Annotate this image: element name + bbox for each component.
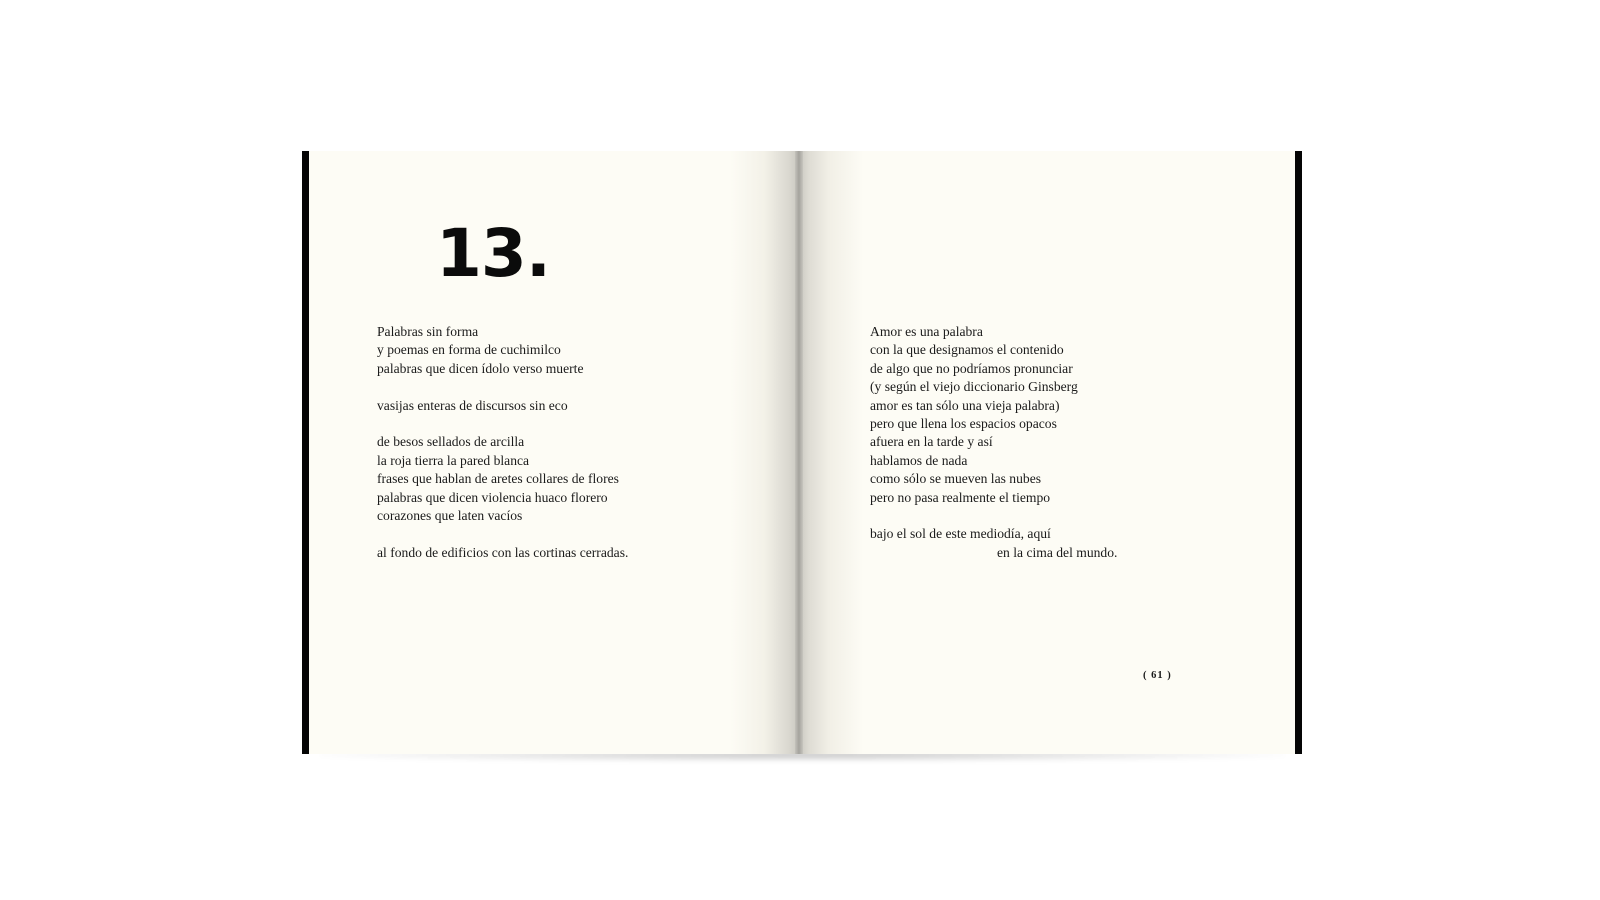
left-poem <box>377 323 787 562</box>
poem-line: palabras que dicen violencia huaco florero <box>377 489 608 505</box>
poem-line: de algo que no podríamos pronunciar <box>870 360 1073 376</box>
poem-line: de besos sellados de arcilla <box>377 434 525 450</box>
poem-line: al fondo de edificios con las cortinas cerradas. <box>377 544 629 560</box>
poem-stanza <box>377 544 787 562</box>
poem-line: vasijas enteras de discursos sin eco <box>377 397 568 413</box>
poem-line: pero que llena los espacios opacos <box>870 416 1057 432</box>
poem-line: frases que hablan de aretes collares de flores <box>377 471 619 487</box>
book-cover-right-edge <box>1295 151 1302 754</box>
poem-stanza <box>377 433 787 525</box>
book-gutter <box>795 151 803 754</box>
poem-line: amor es tan sólo una vieja palabra) <box>870 397 1060 413</box>
poem-line: como sólo se mueven las nubes <box>870 471 1042 487</box>
poem-line: corazones que laten vacíos <box>377 508 523 524</box>
poem-line: pero no pasa realmente el tiempo <box>870 489 1051 505</box>
poem-stanza <box>870 525 1280 562</box>
poem-line: y poemas en forma de cuchimilco <box>377 342 561 358</box>
book-cover-left-edge <box>302 151 309 754</box>
right-page <box>799 151 1295 754</box>
poem-line: afuera en la tarde y así <box>870 434 993 450</box>
poem-stanza <box>377 397 787 415</box>
poem-line: Palabras sin forma <box>377 324 479 339</box>
poem-line: bajo el sol de este mediodía, aquí <box>870 526 1051 542</box>
right-poem <box>870 323 1280 562</box>
poem-line: Amor es una palabra <box>870 324 983 339</box>
poem-line: hablamos de nada <box>870 452 968 468</box>
left-page <box>309 151 799 754</box>
page-number: ( 61 ) <box>1143 670 1172 681</box>
poem-stanza <box>377 323 787 378</box>
poem-line: palabras que dicen ídolo verso muerte <box>377 360 584 376</box>
poem-stanza <box>870 323 1280 507</box>
poem-line-indented: en la cima del mundo. <box>997 544 1118 560</box>
poem-line: la roja tierra la pared blanca <box>377 452 530 468</box>
chapter-number: 13. <box>436 215 550 292</box>
poem-line: con la que designamos el contenido <box>870 342 1064 358</box>
poem-line: (y según el viejo diccionario Ginsberg <box>870 379 1078 395</box>
